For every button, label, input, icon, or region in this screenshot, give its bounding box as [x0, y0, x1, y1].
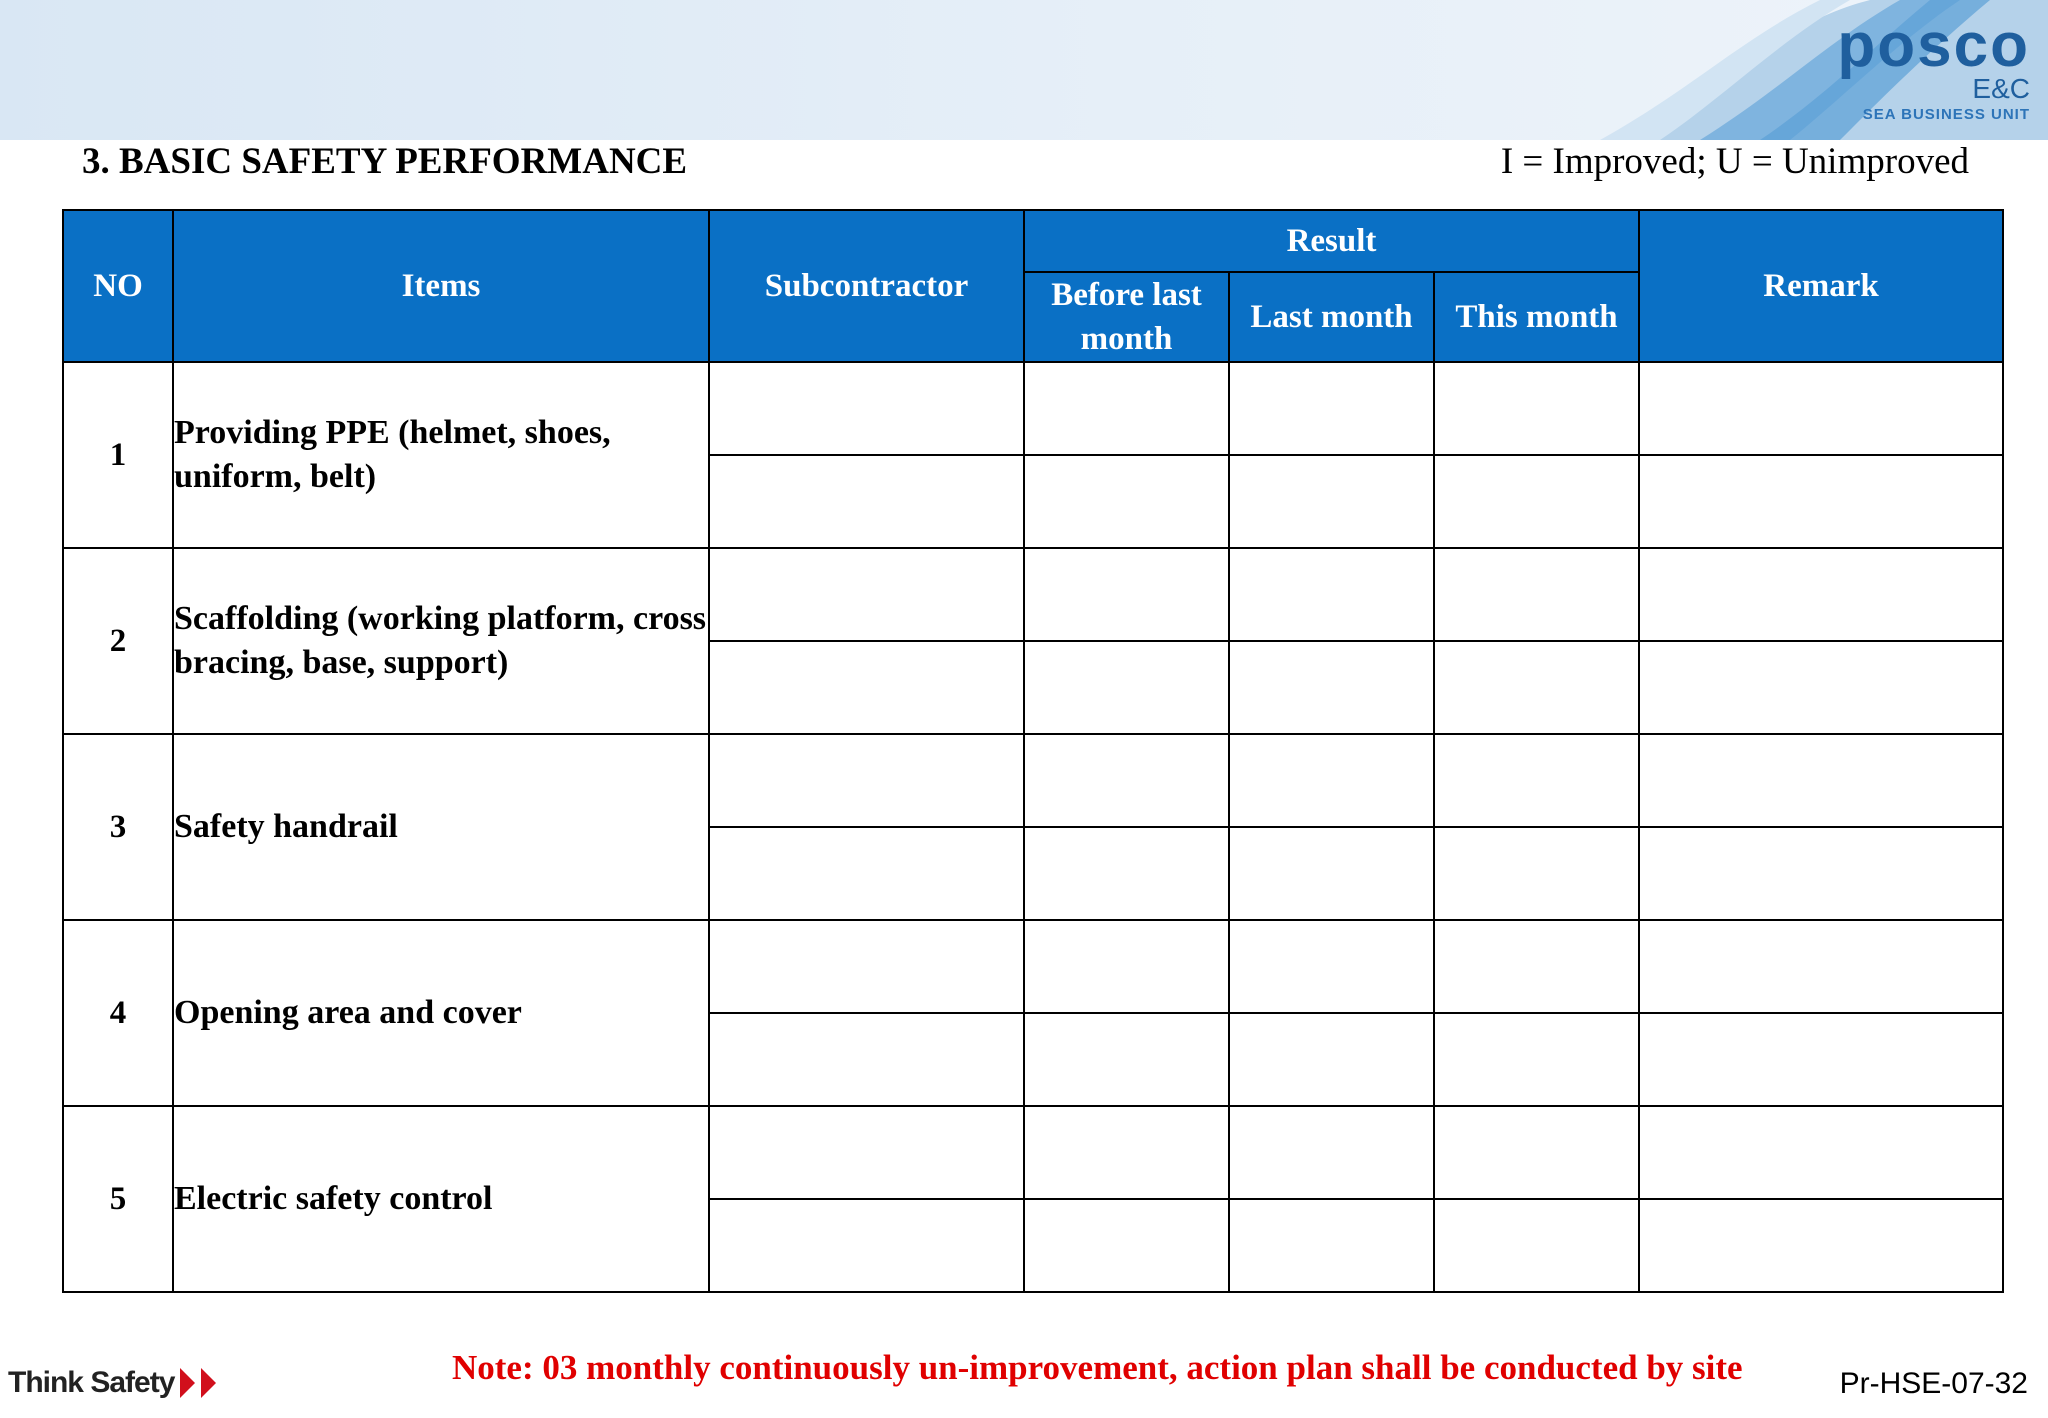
before-last-month-cell[interactable] — [1024, 827, 1229, 920]
this-month-cell[interactable] — [1434, 1106, 1639, 1199]
table-row — [63, 1106, 2003, 1199]
this-month-cell[interactable] — [1434, 920, 1639, 1013]
row-item: Scaffolding (working platform, cross bracing, base, support) — [173, 548, 709, 734]
footer-note: Note: 03 monthly continuously un-improvement, action plan shall be conducted by site — [452, 1348, 1743, 1387]
before-last-month-cell[interactable] — [1024, 641, 1229, 734]
table-row — [63, 734, 2003, 827]
before-last-month-cell[interactable] — [1024, 1013, 1229, 1106]
last-month-cell[interactable] — [1229, 827, 1434, 920]
table-row — [63, 920, 2003, 1013]
this-month-cell[interactable] — [1434, 641, 1639, 734]
before-last-month-cell[interactable] — [1024, 1106, 1229, 1199]
subcontractor-cell[interactable] — [709, 920, 1024, 1013]
logo-name: posco — [1837, 11, 2030, 80]
row-item: Safety handrail — [173, 734, 709, 920]
last-month-cell[interactable] — [1229, 1199, 1434, 1292]
remark-cell[interactable] — [1639, 1199, 2003, 1292]
last-month-cell[interactable] — [1229, 920, 1434, 1013]
this-month-cell[interactable] — [1434, 362, 1639, 455]
before-last-month-cell[interactable] — [1024, 455, 1229, 548]
this-month-cell[interactable] — [1434, 455, 1639, 548]
last-month-cell[interactable] — [1229, 362, 1434, 455]
remark-cell[interactable] — [1639, 827, 2003, 920]
banner-swoosh — [0, 0, 2048, 140]
think-safety-text: Think Safety — [8, 1366, 175, 1399]
header-before-last-month: Before last month — [1024, 272, 1229, 362]
before-last-month-cell[interactable] — [1024, 548, 1229, 641]
remark-cell[interactable] — [1639, 1106, 2003, 1199]
header-items: Items — [173, 210, 709, 362]
this-month-cell[interactable] — [1434, 827, 1639, 920]
think-safety-badge — [8, 1366, 216, 1400]
row-number: 1 — [63, 362, 173, 548]
last-month-cell[interactable] — [1229, 455, 1434, 548]
remark-cell[interactable] — [1639, 920, 2003, 1013]
header-banner — [0, 0, 2048, 140]
logo-sub: E&C — [1972, 73, 2030, 104]
row-number: 4 — [63, 920, 173, 1106]
header-this-month: This month — [1434, 272, 1639, 362]
header-subcontractor: Subcontractor — [709, 210, 1024, 362]
row-item: Opening area and cover — [173, 920, 709, 1106]
row-number: 2 — [63, 548, 173, 734]
this-month-cell[interactable] — [1434, 1013, 1639, 1106]
subcontractor-cell[interactable] — [709, 1199, 1024, 1292]
subcontractor-cell[interactable] — [709, 362, 1024, 455]
table-row — [63, 362, 2003, 455]
row-item: Electric safety control — [173, 1106, 709, 1292]
subcontractor-cell[interactable] — [709, 1106, 1024, 1199]
remark-cell[interactable] — [1639, 734, 2003, 827]
last-month-cell[interactable] — [1229, 1013, 1434, 1106]
remark-cell[interactable] — [1639, 362, 2003, 455]
before-last-month-cell[interactable] — [1024, 362, 1229, 455]
last-month-cell[interactable] — [1229, 641, 1434, 734]
last-month-cell[interactable] — [1229, 1106, 1434, 1199]
remark-cell[interactable] — [1639, 548, 2003, 641]
row-number: 3 — [63, 734, 173, 920]
this-month-cell[interactable] — [1434, 1199, 1639, 1292]
subcontractor-cell[interactable] — [709, 455, 1024, 548]
this-month-cell[interactable] — [1434, 548, 1639, 641]
logo-unit: SEA BUSINESS UNIT — [1862, 106, 2030, 123]
document-code: Pr-HSE-07-32 — [1839, 1367, 2028, 1400]
arrow-right-icon — [201, 1368, 216, 1398]
before-last-month-cell[interactable] — [1024, 920, 1229, 1013]
remark-cell[interactable] — [1639, 641, 2003, 734]
row-item: Providing PPE (helmet, shoes, uniform, belt) — [173, 362, 709, 548]
header-last-month: Last month — [1229, 272, 1434, 362]
before-last-month-cell[interactable] — [1024, 1199, 1229, 1292]
header-result: Result — [1024, 210, 1639, 272]
table-row — [63, 548, 2003, 641]
subcontractor-cell[interactable] — [709, 1013, 1024, 1106]
remark-cell[interactable] — [1639, 455, 2003, 548]
subcontractor-cell[interactable] — [709, 548, 1024, 641]
last-month-cell[interactable] — [1229, 548, 1434, 641]
subcontractor-cell[interactable] — [709, 734, 1024, 827]
section-title: 3. BASIC SAFETY PERFORMANCE — [82, 141, 688, 182]
header-no: NO — [63, 210, 173, 362]
subcontractor-cell[interactable] — [709, 641, 1024, 734]
safety-performance-table — [62, 209, 2004, 1293]
last-month-cell[interactable] — [1229, 734, 1434, 827]
this-month-cell[interactable] — [1434, 734, 1639, 827]
row-number: 5 — [63, 1106, 173, 1292]
remark-cell[interactable] — [1639, 1013, 2003, 1106]
before-last-month-cell[interactable] — [1024, 734, 1229, 827]
posco-logo — [1830, 11, 2030, 126]
header-remark: Remark — [1639, 210, 2003, 362]
subcontractor-cell[interactable] — [709, 827, 1024, 920]
legend-text: I = Improved; U = Unimproved — [1500, 141, 1969, 182]
arrow-right-icon — [180, 1368, 195, 1398]
